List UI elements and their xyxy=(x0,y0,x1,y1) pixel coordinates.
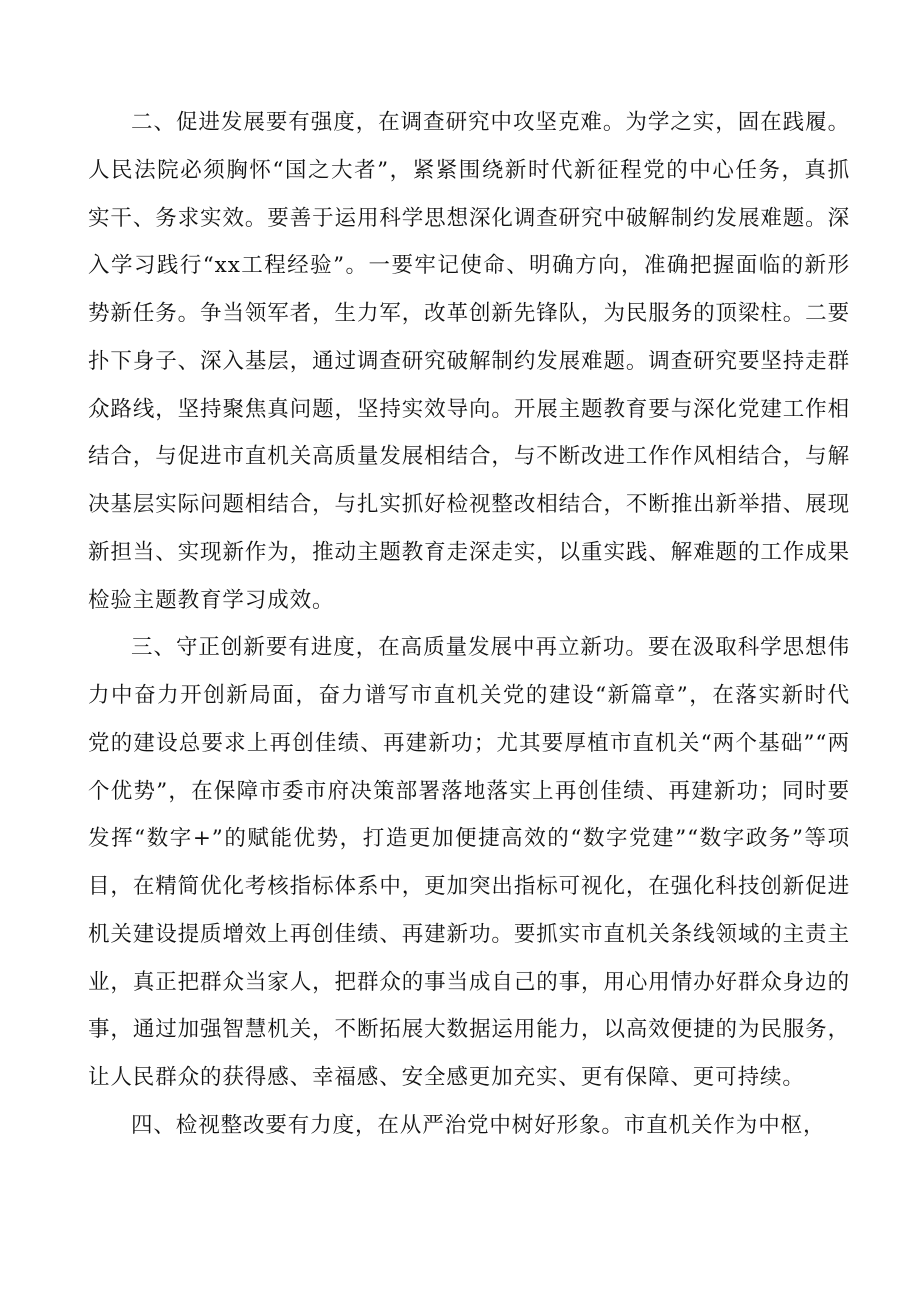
paragraph-section-two: 二、促进发展要有强度，在调查研究中攻坚克难。为学之实，固在践履。人民法院必须胸怀“国之大者”，紧紧围绕新时代新征程党的中心任务，真抓实干、务求实效。要善于运用科学思想深化调查研究中破解制约发展难题。深入学习践行“xx工程经验”。一要牢记使命、明确方向，准确把握面临的新形势新任务。争当领军者，生力军，改革创新先锋队，为民服务的顶梁柱。二要扑下身子、深入基层，通过调查研究破解制约发展难题。调查研究要坚持走群众路线，坚持聚焦真问题，坚持实效导向。开展主题教育要与深化党建工作相结合，与促进市直机关高质量发展相结合，与不断改进工作作风相结合，与解决基层实际问题相结合，与扎实抓好检视整改相结合，不断推出新举措、展现新担当、实现新作为，推动主题教育走深走实，以重实践、解难题的工作成果检验主题教育学习成效。 xyxy=(88,110,850,613)
document-body xyxy=(88,99,850,1150)
paragraph-section-four: 四、检视整改要有力度，在从严治党中树好形象。市直机关作为中枢， xyxy=(131,1112,826,1138)
paragraph-section-three: 三、守正创新要有进度，在高质量发展中再立新功。要在汲取科学思想伟力中奋力开创新局面，奋力谱写市直机关党的建设“新篇章”，在落实新时代党的建设总要求上再创佳绩、再建新功；尤其要厚植市直机关“两个基础”“两个优势”，在保障市委市府决策部署落地落实上再创佳绩、再建新功；同时要发挥“数字+”的赋能优势，打造更加便捷高效的“数字党建”“数字政务”等项目，在精简优化考核指标体系中，更加突出指标可视化，在强化科技创新促进机关建设提质增效上再创佳绩、再建新功。要抓实市直机关条线领域的主责主业，真正把群众当家人，把群众的事当成自己的事，用心用情办好群众身边的事，通过加强智慧机关，不断拓展大数据运用能力，以高效便捷的为民服务，让人民群众的获得感、幸福感、安全感更加充实、更有保障、更可持续。 xyxy=(88,635,850,1090)
